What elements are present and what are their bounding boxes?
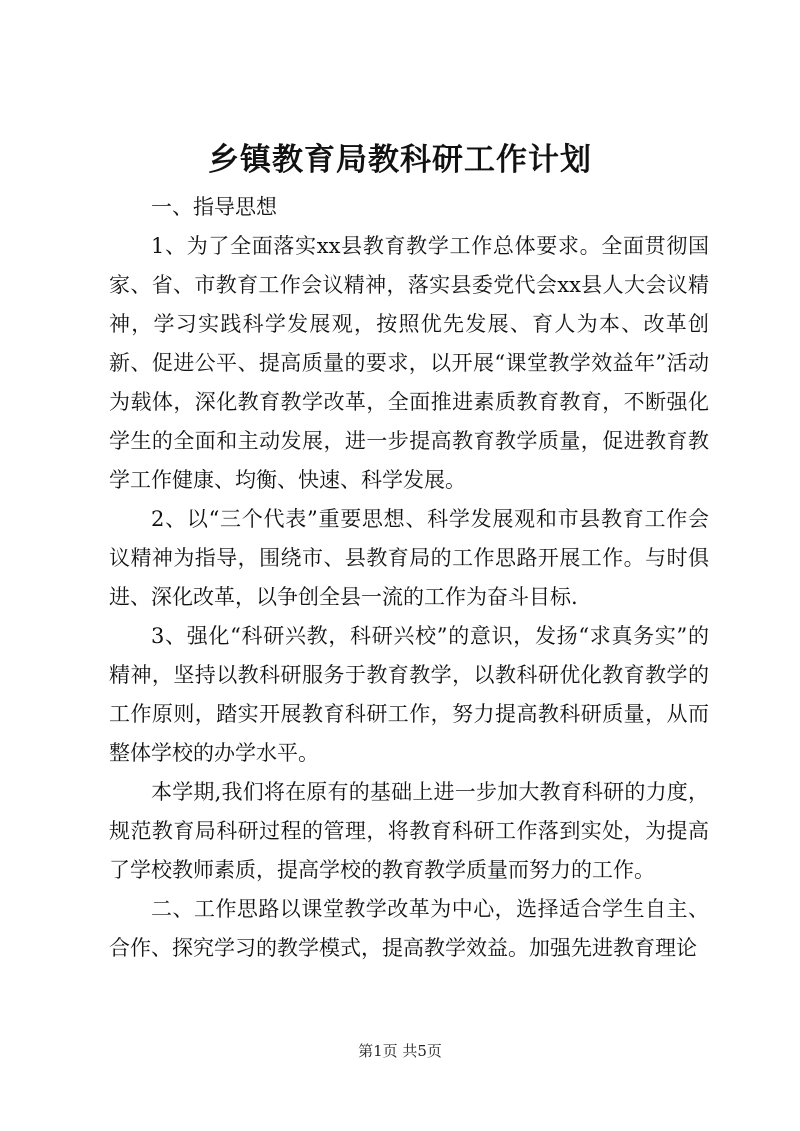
paragraph-this-semester: 本学期,我们将在原有的基础上进一步加大教育科研的力度，规范教育局科研过程的管理，将教育科研工作落到实处，为提高了学校教师素质，提高学校的教育教学质量而努力的工作。 — [109, 780, 709, 882]
document-title: 乡镇教育局教科研工作计划 — [208, 142, 592, 178]
document-body — [109, 188, 709, 968]
paragraph-2: 2、以“三个代表”重要思想、科学发展观和市县教育工作会议精神为指导，围绕市、县教育局的工作思路开展工作。与时俱进、深化改革，以争创全县一流的工作为奋斗目标. — [109, 507, 709, 609]
paragraph-3: 3、强化“科研兴教，科研兴校”的意识，发扬“求真务实”的精神，坚持以教科研服务于教育教学，以教科研优化教育教学的工作原则，踏实开展教育科研工作，努力提高教科研质量，从而整体学校的办学水平。 — [109, 624, 709, 765]
page-number-footer: 第1页 共5页 — [358, 1042, 442, 1060]
section-heading-guiding-thought: 一、指导思想 — [151, 195, 277, 219]
section-heading-work-approach: 二、工作思路以课堂教学改革为中心，选择适合学生自主、合作、探究学习的教学模式，提高教学效益。加强先进教育理论 — [109, 897, 709, 960]
paragraph-1: 1、为了全面落实xx县教育教学工作总体要求。全面贯彻国家、省、市教育工作会议精神，落实县委党代会xx县人大会议精神，学习实践科学发展观，按照优先发展、育人为本、改革创新、促进公平、提高质量的要求，以开展“课堂教学效益年”活动为载体，深化教育教学改革，全面推进素质教育教育，不断强化学生的全面和主动发展，进一步提高教育教学质量，促进教育教学工作健康、均衡、快速、科学发展。 — [109, 234, 709, 492]
